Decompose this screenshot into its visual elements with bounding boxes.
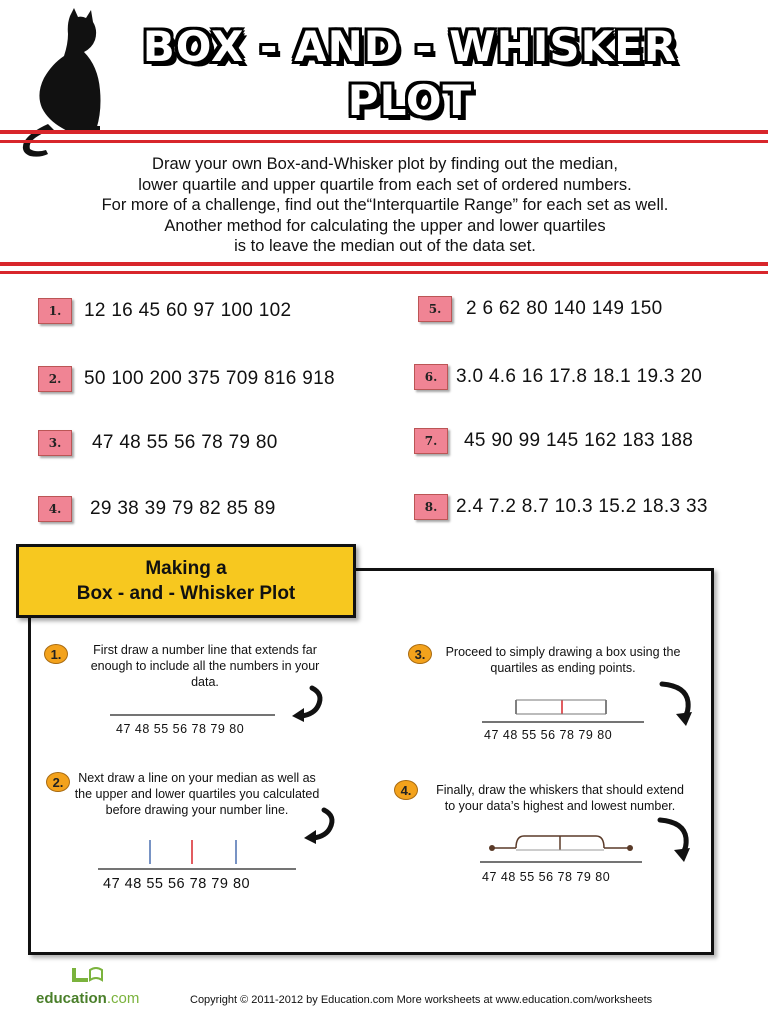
top-stripe-2 [0, 140, 768, 143]
instructions-text [40, 154, 730, 257]
step-text-line: the upper and lower quartiles you calculated [74, 787, 320, 801]
data-set-1 [38, 296, 291, 326]
set-number-badge: 2. [38, 366, 72, 392]
data-set-8 [414, 492, 708, 522]
set-number-badge: 6. [414, 364, 448, 390]
set-numbers: 47 48 55 56 78 79 80 [92, 432, 278, 453]
cat-silhouette-icon [18, 8, 113, 158]
step-4-whisker-diagram [480, 832, 650, 868]
how-to-heading-line2: Box - and - Whisker Plot [76, 583, 296, 604]
data-set-3 [38, 428, 278, 458]
set-number-badge: 7. [414, 428, 448, 454]
mid-stripe-2 [0, 271, 768, 274]
step-1-text [70, 642, 340, 690]
step-3-axis-labels: 47 48 55 56 78 79 80 [484, 728, 613, 742]
set-numbers: 2.4 7.2 8.7 10.3 15.2 18.3 33 [456, 496, 708, 517]
mid-stripe-1 [0, 262, 768, 266]
step-text-line: to your data’s highest and lowest number. [444, 799, 676, 813]
education-logo-text [36, 990, 139, 1007]
set-number-badge: 4. [38, 496, 72, 522]
step-badge-2: 2. [46, 772, 70, 792]
set-number-badge: 3. [38, 430, 72, 456]
step-text-line: enough to include all the numbers in your [90, 659, 320, 673]
step-2-axis-labels: 47 48 55 56 78 79 80 [103, 876, 251, 892]
step-text-line: before drawing your number line. [105, 803, 289, 817]
how-to-panel [28, 568, 714, 955]
copyright-text: Copyright © 2011-2012 by Education.com More worksheets at www.education.com/worksheets [190, 994, 653, 1006]
set-numbers: 12 16 45 60 97 100 102 [84, 300, 292, 321]
step-badge-4: 4. [394, 780, 418, 800]
step-2-quartile-lines [98, 836, 298, 872]
curved-arrow-icon [300, 808, 340, 844]
step-4-axis-labels: 47 48 55 56 78 79 80 [482, 870, 611, 884]
data-set-4 [38, 494, 276, 524]
page-title-line1: BOX - AND - WHISKER [142, 22, 678, 71]
set-numbers: 50 100 200 375 709 816 918 [84, 368, 335, 389]
page-title-line2: PLOT [347, 76, 473, 125]
data-set-7 [414, 426, 693, 456]
step-2-text [62, 770, 332, 818]
step-text-line: quartiles as ending points. [490, 661, 636, 675]
data-set-6 [414, 362, 702, 392]
how-to-heading [16, 544, 356, 618]
step-badge-1: 1. [44, 644, 68, 664]
set-number-badge: 5. [418, 296, 452, 322]
how-to-heading-line1: Making a [145, 558, 227, 579]
instructions-line: Draw your own Box-and-Whisker plot by finding out the median, [152, 155, 618, 173]
curved-arrow-icon [656, 680, 700, 726]
set-numbers: 45 90 99 145 162 183 188 [464, 430, 694, 451]
instructions-line: lower quartile and upper quartile from each set of ordered numbers. [138, 175, 632, 194]
step-badge-3: 3. [408, 644, 432, 664]
step-4-text [418, 782, 702, 814]
step-3-box-diagram [482, 696, 652, 726]
step-3-text [428, 644, 698, 676]
set-numbers: 2 6 62 80 140 149 150 [466, 298, 663, 319]
top-stripe-1 [0, 130, 768, 134]
data-set-2 [38, 364, 335, 394]
step-text-line: First draw a number line that extends far [93, 643, 317, 657]
instructions-line: For more of a challenge, find out the“Interquartile Range” for each set as well. [101, 196, 669, 214]
step-text-line: Proceed to simply drawing a box using the [445, 645, 681, 659]
step-text-line: Finally, draw the whiskers that should extend [436, 783, 684, 797]
logo-text-main: education [36, 990, 107, 1007]
curved-arrow-icon [654, 816, 698, 862]
step-text-line: data. [191, 675, 219, 689]
set-number-badge: 8. [414, 494, 448, 520]
instructions-line: is to leave the median out of the data set. [234, 237, 536, 255]
curved-arrow-icon [288, 686, 328, 722]
data-set-5 [418, 294, 662, 324]
step-text-line: Next draw a line on your median as well as [78, 771, 316, 785]
set-numbers: 3.0 4.6 16 17.8 18.1 19.3 20 [456, 366, 703, 387]
set-number-badge: 1. [38, 298, 72, 324]
step-1-number-line [110, 710, 280, 720]
step-1-axis-labels: 47 48 55 56 78 79 80 [116, 722, 245, 736]
instructions-line: Another method for calculating the upper and lower quartiles [164, 216, 606, 235]
logo-text-suffix: .com [106, 990, 140, 1007]
set-numbers: 29 38 39 79 82 85 89 [90, 498, 276, 519]
